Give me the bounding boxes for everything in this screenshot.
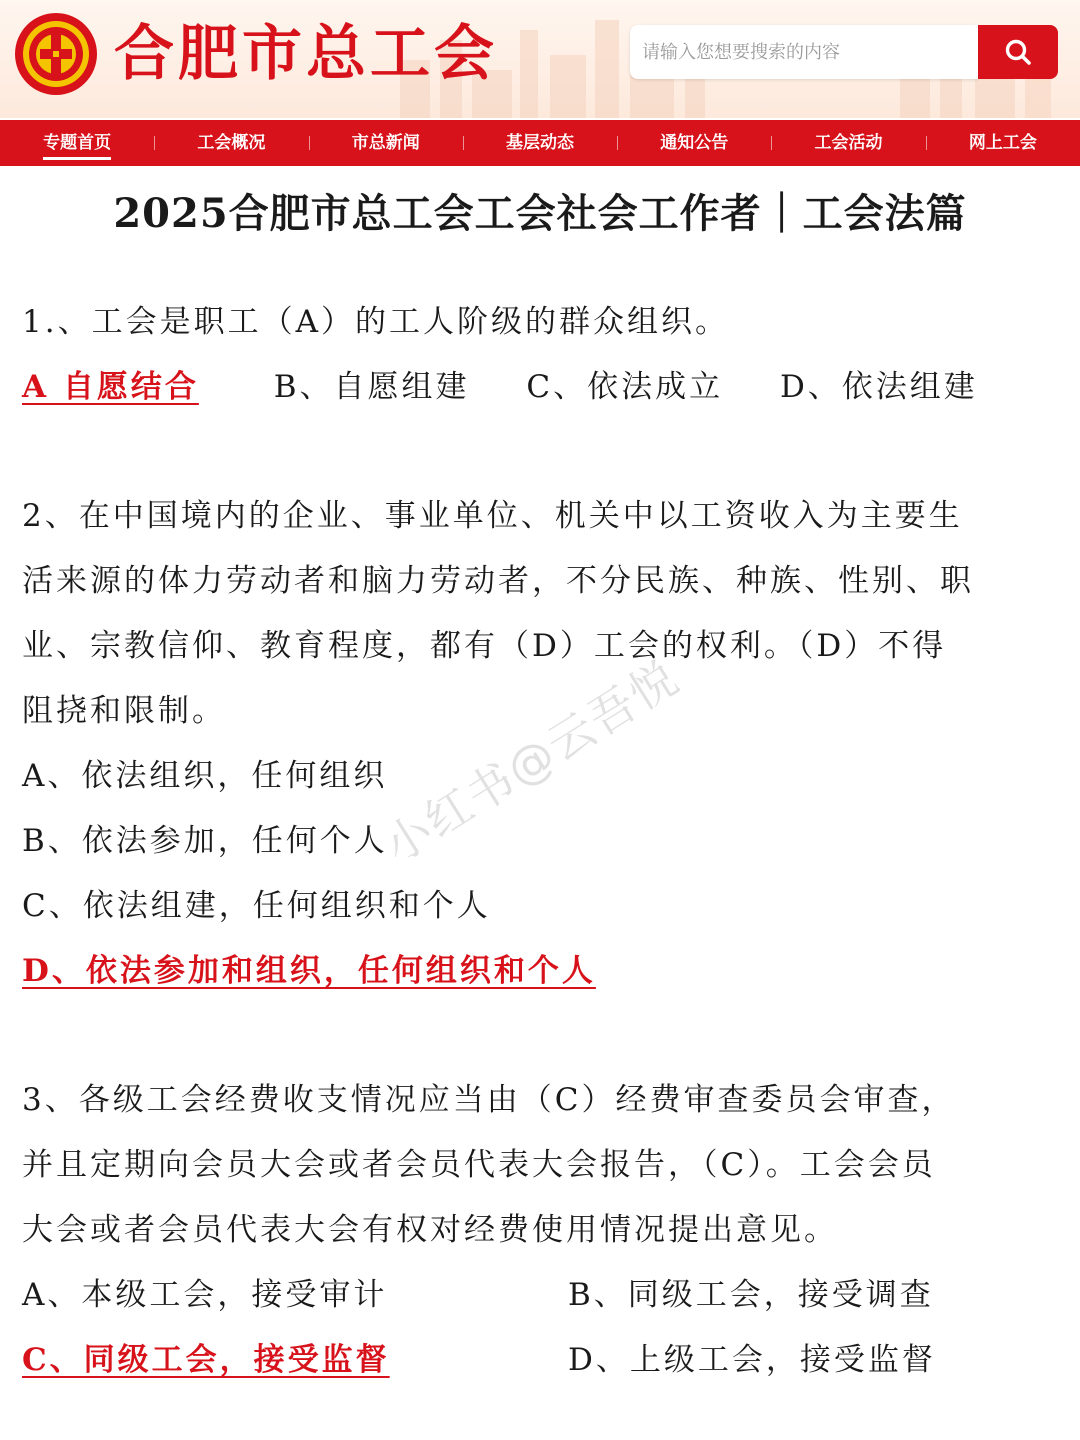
main-nav [0, 120, 1080, 166]
question-3-line: 3、各级工会经费收支情况应当由（C）经费审查委员会审查， [22, 1082, 956, 1118]
nav-item-label: 基层动态 [505, 133, 574, 153]
option-b: B、同级工会，接受调查 [568, 1277, 934, 1313]
nav-item-label: 通知公告 [660, 133, 729, 153]
nav-item-label: 网上工会 [968, 133, 1037, 153]
union-emblem-icon[interactable] [14, 12, 98, 96]
option-a-answer: A 自愿结合 [22, 369, 199, 405]
question-3-options-row-1 [22, 1263, 1042, 1328]
search-input[interactable] [630, 25, 978, 79]
question-2-line: 活来源的体力劳动者和脑力劳动者，不分民族、种族、性别、职 [22, 563, 974, 599]
question-2-line: 业、宗教信仰、教育程度，都有（D）工会的权利。（D）不得 [22, 628, 947, 664]
option-b: B、依法参加，任何个人 [22, 823, 388, 859]
question-1-options [22, 355, 1042, 420]
option-c: C、依法成立 [526, 369, 724, 405]
question-2-line: 2、在中国境内的企业、事业单位、机关中以工资收入为主要生 [22, 498, 963, 534]
nav-item-label: 市总新闻 [351, 133, 420, 153]
nav-item-grassroots[interactable] [463, 120, 617, 166]
option-c-answer: C、同级工会，接受监督 [22, 1342, 390, 1378]
nav-item-label: 工会活动 [814, 133, 883, 153]
question-3-line: 大会或者会员代表大会有权对经费使用情况提出意见。 [22, 1212, 838, 1248]
option-a: A、依法组织，任何组织 [22, 758, 388, 794]
nav-item-online-union[interactable] [926, 120, 1080, 166]
question-2-line: 阻挠和限制。 [22, 693, 226, 729]
option-b: B、自愿组建 [273, 369, 470, 405]
nav-item-home[interactable] [0, 120, 154, 166]
watermark: 小红书@云吾悦 [374, 649, 689, 874]
option-a: A、本级工会，接受审计 [22, 1277, 388, 1313]
site-title[interactable]: 合肥市总工会 [114, 19, 498, 89]
option-d-answer: D、依法参加和组织，任何组织和个人 [22, 953, 596, 989]
question-3-options-row-2 [22, 1328, 1042, 1393]
option-d: D、上级工会，接受监督 [568, 1342, 936, 1378]
nav-item-overview[interactable] [154, 120, 308, 166]
nav-item-label: 工会概况 [197, 133, 266, 153]
search-box [630, 25, 978, 79]
option-d: D、依法组建 [779, 369, 978, 405]
page-title: 2025合肥市总工会工会社会工作者｜工会法篇 [113, 190, 967, 237]
nav-item-news[interactable] [309, 120, 463, 166]
search-icon [1003, 37, 1033, 67]
question-3-line: 并且定期向会员大会或者会员代表大会报告，（C）。工会会员 [22, 1147, 936, 1183]
article-content [22, 290, 1042, 1393]
nav-item-notices[interactable] [617, 120, 771, 166]
site-header [0, 0, 1080, 118]
option-c: C、依法组建，任何组织和个人 [22, 888, 491, 924]
nav-item-label: 专题首页 [43, 133, 111, 160]
nav-item-activities[interactable] [771, 120, 925, 166]
search-button[interactable] [978, 25, 1058, 79]
question-1: 1.、工会是职工（A）的工人阶级的群众组织。 [22, 304, 729, 340]
